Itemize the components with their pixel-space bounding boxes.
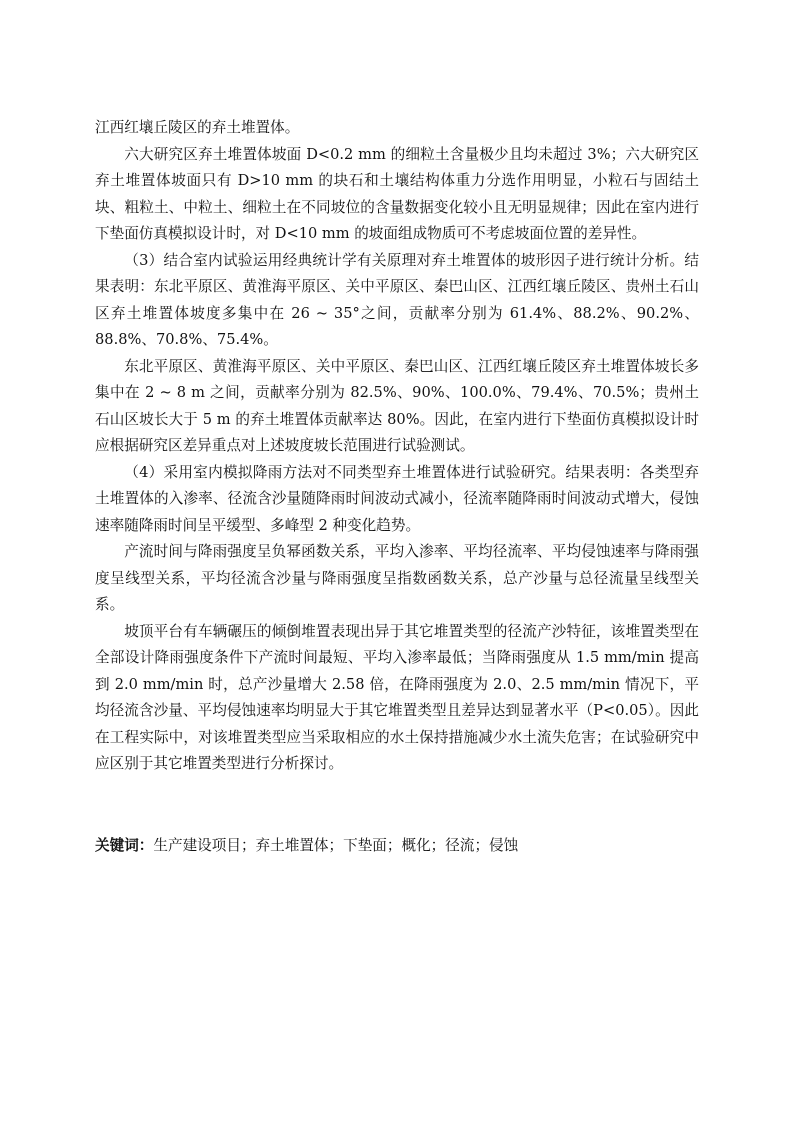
- keywords-label: 关键词：: [95, 837, 154, 854]
- abstract-body: [95, 115, 699, 778]
- paragraph-runoff-relations: 产流时间与降雨强度呈负幂函数关系，平均入渗率、平均径流率、平均侵蚀速率与降雨强度呈线型关系，平均径流含沙量与降雨强度呈指数函数关系，总产沙量与总径流量呈线型关系。: [95, 543, 699, 613]
- keywords-line: [95, 833, 699, 860]
- paragraph-slope-length: 东北平原区、黄淮海平原区、关中平原区、秦巴山区、江西红壤丘陵区弃土堆置体坡长多集中在 2 ~ 8 m 之间，贡献率分别为 82.5%、90%、100.0%、79.4%、70.5%；贵州土石山区坡长大于 5 m 的弃土堆置体贡献率达 80%。因此，在室内进行下垫面仿真模拟设计时应根据研究区差异重点对上述坡度坡长范围进行试验测试。: [95, 357, 699, 454]
- paragraph-rainfall-simulation: （4）采用室内模拟降雨方法对不同类型弃土堆置体进行试验研究。结果表明：各类型弃土堆置体的入渗率、径流含沙量随降雨时间波动式减小，径流率随降雨时间波动式增大，侵蚀速率随降雨时间呈平缓型、多峰型 2 种变化趋势。: [95, 463, 699, 534]
- paragraph-fine-soil-content: 六大研究区弃土堆置体坡面 D<0.2 mm 的细粒土含量极少且均未超过 3%；六大研究区弃土堆置体坡面只有 D>10 mm 的块石和土壤结构体重力分选作用明显，小粒石与固结土块、粗粒土、中粒土、细粒土在不同坡位的含量数据变化较小且无明显规律；因此在室内进行下垫面仿真模拟设计时，对 D<10 mm 的坡面组成物质可不考虑坡面位置的差异性。: [95, 145, 699, 242]
- paragraph-platform-compaction: 坡顶平台有车辆碾压的倾倒堆置表现出异于其它堆置类型的径流产沙特征，该堆置类型在全部设计降雨强度条件下产流时间最短、平均入渗率最低；当降雨强度从 1.5 mm/min 提高到 2.0 mm/min 时，总产沙量增大 2.58 倍，在降雨强度为 2.0、2.5 mm/min 情况下，平均径流含沙量、平均侵蚀速率均明显大于其它堆置类型且差异达到显著水平（P<0.05）。因此在工程实际中，对该堆置类型应当采取相应的水土保持措施减少水土流失危害；在试验研究中应区别于其它堆置类型进行分析探讨。: [95, 622, 699, 772]
- keywords-text: 生产建设项目；弃土堆置体；下垫面；概化；径流；侵蚀: [153, 837, 519, 854]
- paragraph-continuation: 江西红壤丘陵区的弃土堆置体。: [95, 119, 300, 136]
- paragraph-slope-gradient-analysis: （3）结合室内试验运用经典统计学有关原理对弃土堆置体的坡形因子进行统计分析。结果表明：东北平原区、黄淮海平原区、关中平原区、秦巴山区、江西红壤丘陵区、贵州土石山区弃土堆置体坡度多集中在 26 ~ 35°之间，贡献率分别为 61.4%、88.2%、90.2%、88.8%、70.8%、75.4%。: [95, 251, 699, 348]
